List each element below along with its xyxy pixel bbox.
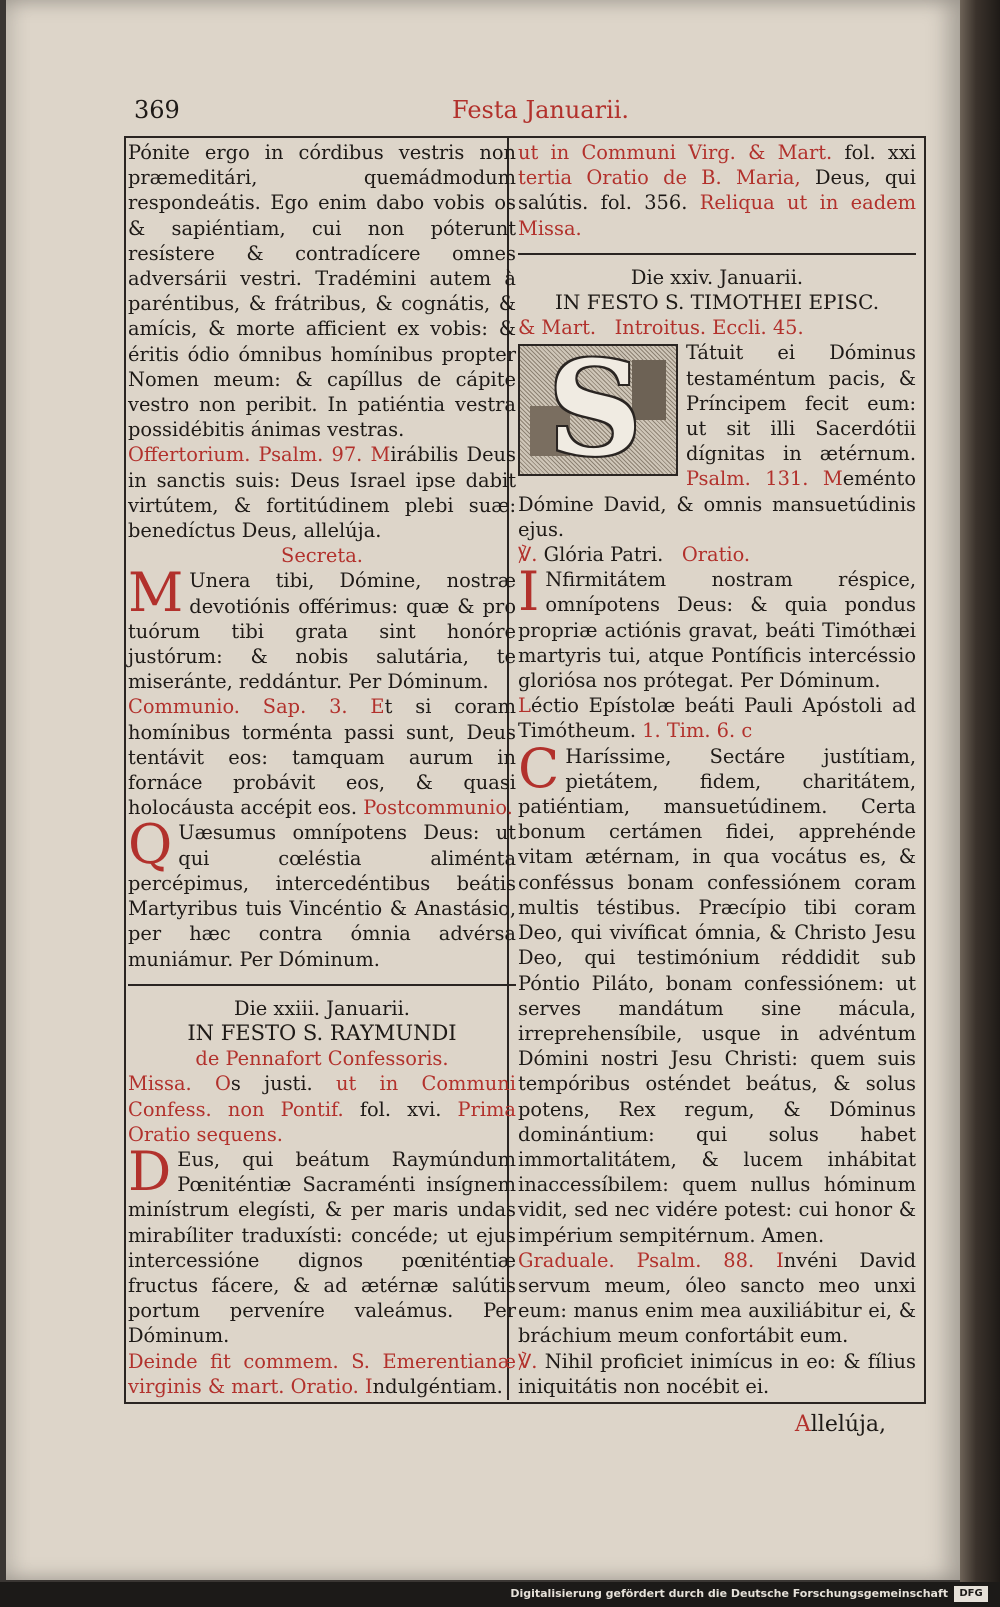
secreta-heading: Secreta. bbox=[281, 544, 363, 568]
offertorium bbox=[128, 442, 516, 543]
missa-rubric-red-2: Prima Oratio sequens. bbox=[128, 1097, 516, 1146]
oratio-label: Oratio. bbox=[681, 543, 751, 567]
footer-credit: Digitalisierung gefördert durch die Deutsche Forschungsgemeinschaft bbox=[510, 1587, 948, 1600]
versicle bbox=[518, 1349, 916, 1399]
oratio-text: Eus, qui beátum Raymúndum Pœniténtiæ Sacraménti insígnem minístrum elegísti, & per maris undas mirabíliter traduxísti: concéde; ut ejus intercessióne dignos pœniténtiæ fructus fácere, & ad ætérnæ salútis portum perveníre valeámus. Per Dóminum. bbox=[128, 1147, 516, 1348]
graduale-text: nvéni David servum meum, óleo sancto meo unxi eum: manus enim mea auxiliábitur ei, & bráchium meum confortábit eum. bbox=[518, 1248, 916, 1348]
oratio bbox=[128, 1139, 516, 1349]
feast-title: IN FESTO S. RAYMUNDI bbox=[187, 1020, 457, 1045]
introitus-label: Introitus. Eccli. 45. bbox=[614, 316, 804, 340]
rubric-red-2: tertia Oratio de B. Maria, bbox=[518, 166, 801, 190]
rubric-folio: fol. xxi bbox=[844, 141, 917, 164]
left-column bbox=[128, 140, 516, 1399]
commemoration bbox=[128, 1349, 516, 1399]
feast-date: Die xxiv. Januarii. bbox=[630, 265, 804, 289]
lectio-text: éctio Epístolæ beáti Pauli Apóstoli ad Timótheum. bbox=[518, 694, 916, 743]
psalm-text: eménto Dómine David, & omnis mansuetúdinis ejus. bbox=[518, 467, 916, 541]
running-title: Festa Januarii. bbox=[452, 96, 630, 124]
communio-label: Communio. Sap. 3. E bbox=[128, 695, 385, 719]
oratio-text: Nfirmitátem nostram réspice, omnípotens Deus: & quia pondus propriæ actiónis gravat, beáti Timóthæi martyris tui, atque Pontíficis intercéssio gloriósa nos prótegat. Per Dóminum. bbox=[518, 568, 916, 693]
section-rule bbox=[518, 253, 916, 255]
offertorium-label: Offertorium. Psalm. 97. M bbox=[128, 443, 391, 467]
digitization-footer bbox=[0, 1582, 1000, 1607]
rubric-continued bbox=[518, 140, 916, 241]
commemoration-rubric: Deinde fit commem. S. Emerentianæ virginis & mart. Oratio. I bbox=[128, 1349, 516, 1398]
woodcut-initial bbox=[518, 344, 678, 476]
drop-cap: C bbox=[518, 736, 560, 800]
lectio-ref: 1. Tim. 6. c bbox=[642, 719, 753, 743]
page-header bbox=[134, 96, 954, 126]
versicle-text: Nihil proficiet inimícus in eo: & fílius iniquitátis non nocébit ei. bbox=[518, 1349, 916, 1398]
missa-label: Missa. O bbox=[128, 1072, 231, 1096]
drop-cap: M bbox=[128, 561, 184, 625]
feast-subtitle: & Mart. bbox=[518, 316, 597, 340]
missa-text: s justi. bbox=[230, 1072, 313, 1096]
introitus bbox=[518, 340, 916, 542]
epistle bbox=[518, 736, 916, 1248]
drop-cap: Q bbox=[128, 813, 173, 877]
book-page bbox=[6, 0, 962, 1580]
postcommunio-text: Uæsumus omnípotens Deus: ut qui cœléstia aliménta percépimus, intercedéntibus beátis Martyribus tuis Vincéntio & Anastásio, per hæc contra ómnia advérsa muniámur. Per Dóminum. bbox=[128, 821, 516, 971]
commemoration-text: ndulgéntiam. bbox=[372, 1374, 503, 1398]
book-spine bbox=[960, 0, 1000, 1607]
catchword-text: llelúja, bbox=[810, 1412, 886, 1437]
graduale bbox=[518, 1248, 916, 1349]
gloria bbox=[518, 542, 916, 567]
lectio bbox=[518, 693, 916, 743]
versicle-icon: ℣. bbox=[518, 1349, 538, 1373]
rubric-text-2: Deus, qui salútis. fol. 356. bbox=[518, 166, 916, 215]
oratio bbox=[518, 560, 916, 693]
gospel-ending: Pónite ergo in córdibus vestris non præmeditári, quemádmodum respondeátis. Ego enim dabo vobis os & sapiéntiam, cui non póterunt resístere & contradícere omnes adversárii vestri. Tradémini autem à paréntibus, & frátribus, & cognátis, & amícis, & morte afficient ex vobis: & éritis ódio ómnibus homínibus propter Nomen meum: & capíllus de cápite vestro non peribit. In patiéntia vestra possidébitis ánimas vestras. bbox=[128, 141, 516, 442]
postcommunio-label: Postcommunio. bbox=[363, 796, 513, 820]
woodcut-letter: S bbox=[548, 344, 642, 477]
psalm-label: Psalm. 131. M bbox=[686, 467, 843, 491]
drop-cap: I bbox=[518, 560, 540, 624]
postcommunio bbox=[128, 813, 516, 971]
epistle-text: Haríssime, Sectáre justítiam, pietátem, fidem, charitátem, patiéntiam, mansuetúdinem. Certa bonum certámen fidei, apprehénde vitam ætérnam, in qua vocátus es, & conféssus bonam confessiónem coram multis téstibus. Præcípio tibi coram Deo, qui vivíficat ómnia, & Christo Jesu Deo, qui testimónium réddidit sub Póntio Piláto, bonam confessiónem: ut serves mandátum sine mácula, irreprehensíbile, usque in advéntum Dómini nostri Jesu Christi: quem suis tempóribus osténdet beátus, & solus potens, Rex regum, & Dóminus dominántium: qui solus habet immortalitátem, & lucem inhábitat inaccessíbilem: quem nullus hóminum vidit, sed nec vidére potest: cui honor & impérium sempitérnum. Amen. bbox=[518, 744, 916, 1247]
missa-rubric-red: ut in Communi Confess. non Pontif. bbox=[128, 1072, 516, 1121]
feast-subtitle: de Pennafort Confessoris. bbox=[195, 1047, 449, 1071]
versicle-icon: ℣. bbox=[518, 543, 538, 567]
secreta-text: Unera tibi, Dómine, nostræ devotiónis offérimus: quæ & pro tuórum tibi grata sint honóre justórum: & nobis salutária, te miseránte, reddántur. Per Dóminum. bbox=[128, 569, 516, 694]
lectio-cap: L bbox=[518, 694, 531, 718]
communio bbox=[128, 694, 516, 820]
graduale-label: Graduale. Psalm. 88. I bbox=[518, 1248, 784, 1272]
drop-cap: D bbox=[128, 1139, 172, 1203]
offertorium-text: irábilis Deus in sanctis suis: Deus Israel ipse dabit virtútem, & fortitúdinem plebi suæ: benedíctus Deus, allelúja. bbox=[128, 443, 516, 543]
feast-date: Die xxiii. Januarii. bbox=[234, 996, 410, 1020]
section-rule bbox=[128, 984, 516, 986]
page-number: 369 bbox=[134, 96, 180, 124]
catchword-cap: A bbox=[794, 1412, 811, 1437]
introitus-heading bbox=[518, 315, 916, 340]
rubric-red-3: Reliqua ut in eadem Missa. bbox=[518, 191, 916, 240]
catchword bbox=[795, 1412, 886, 1437]
missa-rubric bbox=[128, 1071, 516, 1147]
right-column bbox=[518, 140, 916, 1399]
rubric-red-1: ut in Communi Virg. & Mart. bbox=[518, 141, 833, 164]
missa-folio: fol. xvi. bbox=[359, 1097, 442, 1121]
feast-title: IN FESTO S. TIMOTHEI EPISC. bbox=[554, 290, 880, 315]
dfg-logo: DFG bbox=[954, 1586, 988, 1602]
secreta bbox=[128, 561, 516, 694]
gloria-text: Glória Patri. bbox=[543, 543, 664, 567]
communio-text: t si coram homínibus torménta passi sunt, Deus tentávit eos: tamquam aurum in fornáce probávit eos, & quasi holocáusta accépit eos. bbox=[128, 695, 516, 820]
introitus-text: Tátuit ei Dóminus testaméntum pacis, & Príncipem fecit eum: ut sit illi Sacerdótii dígnitas in ætérnum. bbox=[686, 341, 916, 466]
